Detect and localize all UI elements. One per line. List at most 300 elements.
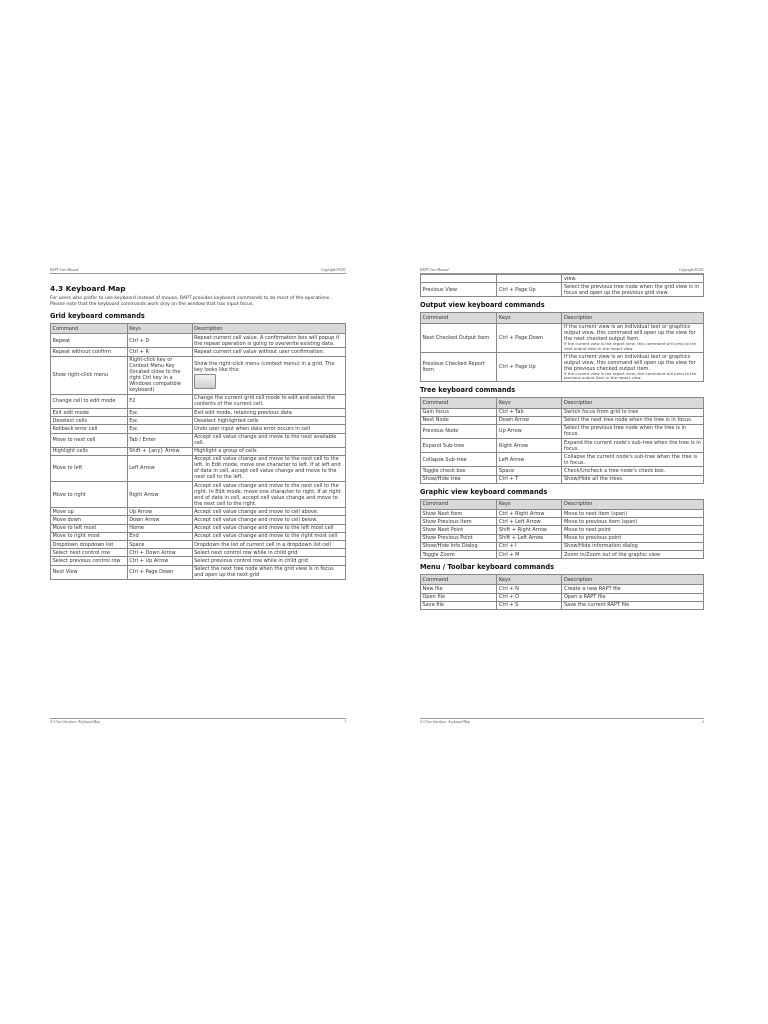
command-cell: [51, 549, 128, 557]
description-cell: [192, 433, 345, 447]
keys-text: Ctrl + M: [498, 551, 520, 558]
command-cell: [421, 453, 497, 467]
description-cell: [192, 394, 345, 408]
description-text: Select the previous tree node when the tree is in focus.: [563, 425, 687, 438]
table-row: [421, 453, 704, 467]
command-cell: [421, 534, 497, 542]
description-text: Highlight a group of cells: [194, 448, 257, 455]
command-text: New file: [422, 585, 443, 592]
keys-cell: [127, 455, 192, 481]
table-row: [51, 516, 346, 524]
description-cell: [192, 541, 345, 549]
keys-cell: [497, 352, 562, 381]
keys-text: Esc: [129, 409, 138, 416]
table-row: [51, 532, 346, 540]
table-row: [421, 526, 704, 534]
keys-cell: [127, 508, 192, 516]
col-command: Command: [51, 324, 128, 334]
command-cell: [51, 433, 128, 447]
description-cell: [562, 550, 704, 558]
table-row: [421, 593, 704, 601]
keys-text: Down Arrow: [129, 517, 160, 524]
header-right: Copyright PCDC: [678, 268, 704, 272]
command-cell: [421, 408, 497, 416]
output-commands-title: Output view keyboard commands: [420, 301, 545, 310]
keys-cell: [497, 323, 562, 352]
keys-cell: [127, 356, 192, 394]
context-menu-key-icon: [194, 374, 216, 389]
keys-text: Ctrl + T: [498, 476, 519, 483]
description-cell: [562, 526, 704, 534]
description-text: Accept cell value change and move to the next cell to the left. In Edit mode, move one character to left. If at left end of data in cell, accept cell value change and move to the next cell to the left.: [194, 456, 341, 481]
output-commands-table: [420, 312, 704, 382]
table-row: [51, 417, 346, 425]
keys-text: F2: [129, 398, 136, 405]
keys-text: Ctrl + Page Up: [498, 364, 536, 371]
table-row: [421, 550, 704, 558]
keys-text: Ctrl + Page Down: [498, 334, 544, 341]
command-text: Move to right most: [52, 533, 100, 540]
col-description: Description: [562, 398, 704, 408]
col-keys: Keys: [497, 499, 562, 509]
col-keys: Keys: [497, 313, 562, 323]
description-text: Move to next item (span): [563, 510, 628, 517]
table-row: [51, 549, 346, 557]
command-text: Move to left: [52, 465, 83, 472]
table-row: [421, 585, 704, 593]
table-row: [421, 408, 704, 416]
table-row: [421, 424, 704, 438]
grid-commands-title: Grid keyboard commands: [50, 312, 145, 320]
description-cell: [562, 593, 704, 601]
keys-text: Ctrl + S: [498, 602, 519, 609]
table-header-row: [51, 324, 346, 334]
description-text: Move to next point: [563, 526, 612, 533]
description-cell: [562, 283, 704, 297]
menu-commands-table: [420, 574, 704, 610]
col-description: Description: [562, 499, 704, 509]
command-cell: [51, 541, 128, 549]
description-cell: [562, 453, 704, 467]
footer-left: 4.3 User Interface: Keyboard Map: [420, 720, 470, 724]
description-text: Save the current RAPT file: [563, 602, 630, 609]
description-text: Select next control row while in child grid: [194, 549, 298, 556]
command-text: Show Previous Item: [422, 518, 472, 525]
table-header-row: [421, 575, 704, 585]
description-cell: [192, 356, 345, 394]
keys-cell: [127, 433, 192, 447]
command-text: Move to left most: [52, 525, 97, 532]
command-text: Rollback error cell: [52, 425, 98, 432]
col-description: Description: [562, 313, 704, 323]
description-text: Check/Uncheck a tree node's check box.: [563, 468, 666, 475]
description-text: Create a new RAPT file: [563, 585, 621, 592]
description-cell: [562, 424, 704, 438]
keys-cell: [497, 439, 562, 453]
keys-text: Esc: [129, 425, 138, 432]
description-cell: [192, 565, 345, 579]
table-row: [421, 518, 704, 526]
description-cell: [562, 518, 704, 526]
keys-cell: [127, 334, 192, 348]
description-cell: [192, 455, 345, 481]
left-page: [50, 268, 346, 724]
keys-cell: [497, 408, 562, 416]
table-row: [51, 425, 346, 433]
description-text: Accept cell value change and move to cell below.: [194, 517, 318, 524]
keys-text: Right Arrow: [498, 442, 529, 449]
table-row: [51, 565, 346, 579]
command-text: Deselect cells: [52, 417, 88, 424]
keys-text: Ctrl + Page Up: [498, 286, 536, 293]
command-text: Select previous control row: [52, 557, 121, 564]
description-text: Undo user input when data error occurs in cell: [194, 425, 311, 432]
keys-text: Ctrl + Down Arrow: [129, 549, 176, 556]
command-text: Select next control row: [52, 549, 111, 556]
keys-text: Ctrl + Page Down: [129, 569, 174, 576]
table-row: [421, 542, 704, 550]
col-keys: Keys: [127, 324, 192, 334]
command-cell: [51, 565, 128, 579]
command-cell: [51, 532, 128, 540]
keys-cell: [127, 447, 192, 455]
command-text: Exit edit mode: [52, 409, 89, 416]
table-row: [51, 394, 346, 408]
col-description: Description: [192, 324, 345, 334]
command-text: Show Next Item: [422, 510, 463, 517]
command-text: Move to right: [52, 491, 86, 498]
command-text: Gain focus: [422, 409, 449, 416]
description-cell: [562, 439, 704, 453]
header-right: Copyright PCDC: [320, 268, 346, 272]
keys-cell: [127, 482, 192, 508]
table-row: [421, 416, 704, 424]
command-cell: [421, 585, 497, 593]
description-cell: [562, 534, 704, 542]
keys-cell: [127, 516, 192, 524]
command-text: Move down: [52, 517, 81, 524]
description-text: Select the previous tree node when the grid view is in focus and open up the previous grid view.: [563, 283, 699, 296]
grid-commands-table-continued: [420, 274, 704, 297]
command-text: Dropdown dropdown list: [52, 541, 114, 548]
command-cell: [51, 334, 128, 348]
table-row: [421, 510, 704, 518]
command-text: Show Previous Point: [422, 535, 473, 542]
keys-cell: [497, 416, 562, 424]
command-cell: [421, 475, 497, 483]
command-cell: [421, 510, 497, 518]
description-cell: [192, 508, 345, 516]
description-text: Accept cell value change and move to the next available cell.: [194, 434, 337, 447]
keys-cell: [497, 275, 562, 283]
keys-cell: [127, 541, 192, 549]
keys-text: Shift + {any} Arrow: [129, 448, 180, 455]
keys-cell: [127, 549, 192, 557]
description-cell: [562, 601, 704, 609]
command-cell: [51, 455, 128, 481]
description-text: Zoom in/Zoom out of the graphic view: [563, 551, 661, 558]
keys-cell: [497, 601, 562, 609]
keys-cell: [127, 524, 192, 532]
keys-text: Left Arrow: [498, 456, 525, 463]
tree-commands-title: Tree keyboard commands: [420, 386, 516, 395]
command-text: Next Node: [422, 417, 449, 424]
command-text: Collapse Sub-tree: [422, 456, 467, 463]
page-footer: [420, 718, 704, 724]
description-text: Repeat current cell value without user confirmation.: [194, 348, 325, 355]
keys-text: Shift + Left Arrow: [498, 535, 544, 542]
description-note: If the current view is the report view, this command will jump to the next output item in the report view.: [563, 341, 697, 351]
description-text: Change the current grid cell mode to edit and select the contents of the current cell.: [194, 395, 336, 408]
command-text: Show/Hide Info Dialog: [422, 543, 478, 550]
keys-cell: [497, 585, 562, 593]
keys-text: Up Arrow: [129, 508, 153, 515]
keys-cell: [497, 510, 562, 518]
keys-text: Up Arrow: [498, 428, 522, 435]
keys-text: Right-click key or Context Menu Key (located close to the right Ctrl key in a Windows compatible keyboard): [129, 357, 182, 394]
command-text: Expand Sub-tree: [422, 442, 465, 449]
description-cell: [562, 275, 704, 283]
table-row: [51, 447, 346, 455]
table-row: [51, 433, 346, 447]
description-cell: [192, 447, 345, 455]
description-text: Select the next tree node when the tree is in focus.: [563, 417, 693, 424]
keys-text: Space: [129, 541, 145, 548]
command-cell: [421, 518, 497, 526]
command-cell: [421, 352, 497, 381]
description-cell: [192, 557, 345, 565]
command-text: Show Next Point: [422, 526, 464, 533]
description-cell: [562, 585, 704, 593]
page-footer: [50, 718, 346, 724]
description-cell: [562, 416, 704, 424]
table-row: [51, 356, 346, 394]
command-cell: [421, 593, 497, 601]
table-row: [421, 467, 704, 475]
description-cell: [192, 532, 345, 540]
keys-text: Esc: [129, 417, 138, 424]
command-text: Change cell to edit mode: [52, 398, 116, 405]
command-cell: [51, 447, 128, 455]
command-cell: [421, 550, 497, 558]
description-cell: [192, 348, 345, 356]
table-row: [51, 541, 346, 549]
description-cell: [562, 510, 704, 518]
keys-cell: [127, 394, 192, 408]
keys-text: Tab / Enter: [129, 437, 156, 444]
command-cell: [421, 526, 497, 534]
command-cell: [421, 323, 497, 352]
description-cell: [562, 323, 704, 352]
description-text: Exit edit mode, retaining previous data: [194, 409, 292, 416]
keys-cell: [127, 417, 192, 425]
description-text: Select previous control row while in child grid: [194, 557, 308, 564]
command-cell: [51, 508, 128, 516]
page-header: [50, 268, 346, 274]
command-text: Previous View: [422, 286, 458, 293]
graphic-commands-table: [420, 499, 704, 559]
command-cell: [51, 425, 128, 433]
command-cell: [421, 601, 497, 609]
description-cell: [192, 417, 345, 425]
table-header-row: [421, 313, 704, 323]
description-text: If the current view is an individual text or graphics output view, this command will open up the view for the previous checked output item.: [563, 353, 696, 372]
command-text: Toggle check box: [422, 468, 466, 475]
command-cell: [421, 542, 497, 550]
keys-text: End: [129, 533, 139, 540]
keys-text: Down Arrow: [498, 417, 530, 424]
description-cell: [562, 542, 704, 550]
keys-cell: [497, 424, 562, 438]
keys-cell: [127, 348, 192, 356]
keys-text: Ctrl + N: [498, 585, 519, 592]
description-cell: [192, 549, 345, 557]
col-keys: Keys: [497, 398, 562, 408]
description-text: Move to previous item (span): [563, 518, 638, 525]
description-text: Deselect highlighted cells: [194, 417, 259, 424]
footer-left: 4.3 User Interface: Keyboard Map: [50, 720, 100, 724]
command-cell: [421, 424, 497, 438]
keys-cell: [497, 550, 562, 558]
description-text: Move to previous point: [563, 535, 622, 542]
description-cell: [192, 482, 345, 508]
keys-cell: [497, 593, 562, 601]
table-row: [421, 323, 704, 352]
keys-text: Ctrl + Up Arrow: [129, 557, 169, 564]
description-text: If the current view is an individual text or graphics output view, this command will open up the view for the next checked output item.: [563, 324, 696, 343]
keys-text: Space: [498, 468, 515, 475]
description-text: view.: [563, 275, 577, 282]
table-row: [421, 534, 704, 542]
keys-text: Ctrl + Right Arrow: [498, 510, 545, 517]
keys-cell: [497, 526, 562, 534]
col-command: Command: [421, 575, 497, 585]
command-text: Toggle Zoom: [422, 551, 455, 558]
command-cell: [51, 356, 128, 394]
col-keys: Keys: [497, 575, 562, 585]
command-text: Open file: [422, 594, 446, 601]
table-row: [51, 524, 346, 532]
keys-cell: [497, 467, 562, 475]
table-row: [51, 508, 346, 516]
command-text: Next Checked Output Item: [422, 334, 490, 341]
description-text: Open a RAPT file: [563, 594, 606, 601]
col-command: Command: [421, 499, 497, 509]
keys-cell: [127, 532, 192, 540]
table-row: [51, 334, 346, 348]
description-cell: [192, 425, 345, 433]
description-text: Accept cell value change and move to the left most cell: [194, 525, 334, 532]
tree-commands-table: [420, 397, 704, 484]
description-text: Accept cell value change and move to the next cell to the right. In Edit mode, move one character to right. If at right end of data in cell, accept cell value change and move to the next cell to the right.: [194, 482, 341, 507]
description-cell: [192, 516, 345, 524]
description-cell: [192, 408, 345, 416]
command-text: Move to next cell: [52, 437, 96, 444]
description-cell: [562, 475, 704, 483]
command-text: Repeat: [52, 337, 71, 344]
intro-paragraph: For users who prefer to use keyboard instead of mouse, RAPT provides keyboard commands to do most of the operations. Please note that the keyboard commands work only on the window that has input focus.: [50, 296, 331, 307]
command-cell: [51, 557, 128, 565]
keys-text: Left Arrow: [129, 465, 155, 472]
description-text: Accept cell value change and move to the right most cell: [194, 533, 338, 540]
description-text: Select the next tree node when the grid view is in focus and open up the next grid: [194, 566, 334, 579]
table-row: [51, 408, 346, 416]
command-cell: [51, 408, 128, 416]
col-command: Command: [421, 398, 497, 408]
command-text: Highlight cells: [52, 448, 88, 455]
command-cell: [421, 275, 497, 283]
table-row: [421, 475, 704, 483]
description-text: Show/Hide all the trees.: [563, 476, 624, 483]
right-page: [420, 268, 704, 724]
table-row: [51, 455, 346, 481]
table-header-row: [421, 499, 704, 509]
grid-commands-table: [50, 323, 346, 580]
description-text: Expand the current node's sub-tree when the tree is in focus.: [563, 439, 701, 452]
command-cell: [421, 439, 497, 453]
keys-cell: [497, 475, 562, 483]
header-left: RAPT User Manual: [50, 268, 79, 272]
keys-cell: [127, 565, 192, 579]
command-cell: [51, 482, 128, 508]
command-cell: [421, 416, 497, 424]
keys-cell: [127, 408, 192, 416]
description-cell: [562, 408, 704, 416]
command-text: Repeat without confirm: [52, 348, 112, 355]
command-text: Next View: [52, 569, 78, 576]
keys-text: Ctrl + Left Arrow: [498, 518, 541, 525]
command-cell: [51, 348, 128, 356]
col-command: Command: [421, 313, 497, 323]
header-left: RAPT User Manual: [420, 268, 449, 272]
description-note: If the current view is the report view, this command will jump to the previous output item in the report view.: [563, 370, 697, 381]
description-text: Dropdown the list of current cell in a dropdown list cell: [194, 541, 331, 548]
keys-cell: [497, 534, 562, 542]
table-row: [421, 352, 704, 381]
description-text: Switch focus from grid to tree: [563, 409, 639, 416]
command-text: Previous Checked Report Item: [422, 361, 485, 374]
description-cell: [562, 467, 704, 475]
keys-text: Ctrl + O: [498, 594, 520, 601]
graphic-commands-title: Graphic view keyboard commands: [420, 487, 548, 496]
description-text: Collapse the current node's sub-tree when the tree is in focus.: [563, 453, 698, 466]
description-cell: [192, 524, 345, 532]
keys-cell: [127, 425, 192, 433]
table-row: [421, 275, 704, 283]
page-number: 2: [702, 720, 704, 724]
keys-cell: [497, 283, 562, 297]
table-row: [51, 348, 346, 356]
command-text: Save file: [422, 602, 444, 609]
keys-cell: [127, 557, 192, 565]
command-cell: [51, 516, 128, 524]
command-cell: [51, 394, 128, 408]
keys-cell: [497, 453, 562, 467]
keys-text: Ctrl + I: [498, 543, 517, 550]
table-row: [421, 283, 704, 297]
table-header-row: [421, 398, 704, 408]
page-number: 1: [344, 720, 346, 724]
col-description: Description: [562, 575, 704, 585]
command-text: Move up: [52, 508, 74, 515]
description-text: Show/Hide information dialog: [563, 543, 638, 550]
keys-cell: [497, 518, 562, 526]
keys-cell: [497, 542, 562, 550]
table-row: [421, 601, 704, 609]
command-text: Show/Hide tree: [422, 476, 461, 483]
table-row: [421, 439, 704, 453]
description-text: Repeat current cell value. A confirmation box will popup if the repeat operation is going to overwrite existing data.: [194, 334, 340, 347]
